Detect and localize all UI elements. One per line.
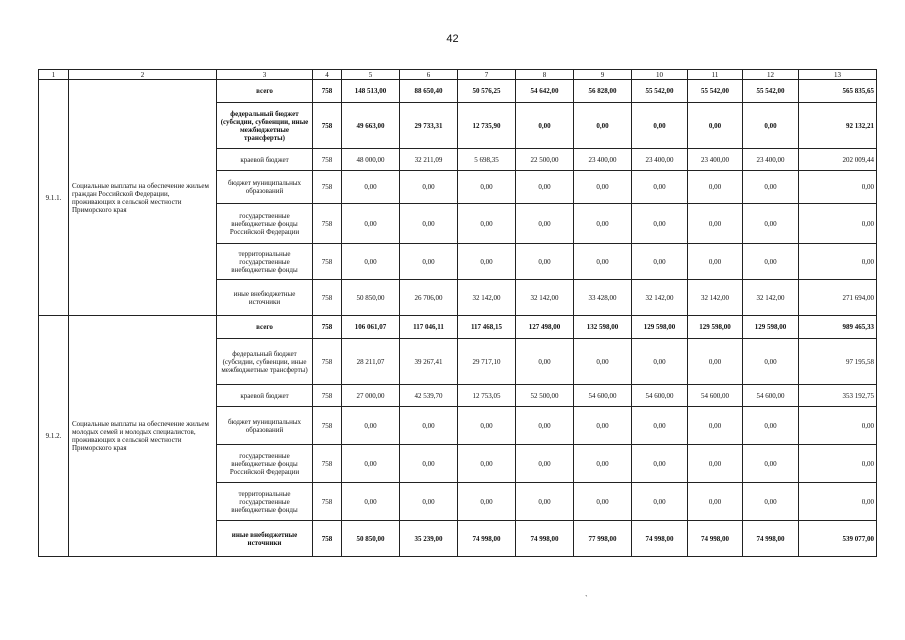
agency-code: 758 [313, 80, 342, 103]
year-value: 0,00 [632, 204, 688, 244]
year-value: 0,00 [688, 339, 743, 385]
total-value: 539 077,00 [799, 521, 877, 557]
year-value: 0,00 [458, 483, 516, 521]
column-number-header: 7 [458, 70, 516, 80]
year-value: 0,00 [400, 407, 458, 445]
total-value: 0,00 [799, 407, 877, 445]
year-value: 117 468,15 [458, 316, 516, 339]
year-value: 23 400,00 [632, 149, 688, 171]
year-value: 0,00 [400, 244, 458, 280]
total-value: 565 835,65 [799, 80, 877, 103]
column-number-header: 2 [69, 70, 217, 80]
funding-source: краевой бюджет [217, 149, 313, 171]
year-value: 32 142,00 [632, 280, 688, 316]
total-value: 202 009,44 [799, 149, 877, 171]
year-value: 12 735,90 [458, 103, 516, 149]
year-value: 0,00 [458, 407, 516, 445]
year-value: 55 542,00 [632, 80, 688, 103]
year-value: 0,00 [516, 171, 574, 204]
column-number-header: 8 [516, 70, 574, 80]
year-value: 48 000,00 [342, 149, 400, 171]
year-value: 54 600,00 [688, 385, 743, 407]
funding-source: бюджет муниципальных образований [217, 171, 313, 204]
year-value: 22 500,00 [516, 149, 574, 171]
year-value: 0,00 [574, 483, 632, 521]
year-value: 23 400,00 [743, 149, 799, 171]
year-value: 42 539,70 [400, 385, 458, 407]
agency-code: 758 [313, 445, 342, 483]
year-value: 0,00 [688, 407, 743, 445]
total-value: 97 195,58 [799, 339, 877, 385]
total-value: 0,00 [799, 244, 877, 280]
total-value: 0,00 [799, 483, 877, 521]
measure-code: 9.1.1. [39, 80, 69, 316]
funding-source: территориальные государственные внебюджетные фонды [217, 244, 313, 280]
table-body [39, 70, 877, 557]
funding-source: всего [217, 80, 313, 103]
year-value: 52 500,00 [516, 385, 574, 407]
year-value: 32 142,00 [688, 280, 743, 316]
agency-code: 758 [313, 244, 342, 280]
agency-code: 758 [313, 407, 342, 445]
agency-code: 758 [313, 483, 342, 521]
year-value: 74 998,00 [458, 521, 516, 557]
year-value: 0,00 [342, 204, 400, 244]
funding-source: иные внебюджетные источники [217, 280, 313, 316]
year-value: 0,00 [342, 171, 400, 204]
header-row [39, 70, 877, 80]
funding-source: территориальные государственные внебюджетные фонды [217, 483, 313, 521]
year-value: 55 542,00 [688, 80, 743, 103]
column-number-header: 6 [400, 70, 458, 80]
total-value: 271 694,00 [799, 280, 877, 316]
year-value: 0,00 [342, 407, 400, 445]
table-row [39, 80, 877, 103]
year-value: 56 828,00 [574, 80, 632, 103]
funding-source: государственные внебюджетные фонды Российской Федерации [217, 204, 313, 244]
funding-source: бюджет муниципальных образований [217, 407, 313, 445]
year-value: 0,00 [743, 339, 799, 385]
year-value: 0,00 [688, 204, 743, 244]
column-number-header: 13 [799, 70, 877, 80]
year-value: 0,00 [574, 204, 632, 244]
agency-code: 758 [313, 280, 342, 316]
measure-code: 9.1.2. [39, 316, 69, 557]
year-value: 0,00 [458, 204, 516, 244]
year-value: 12 753,05 [458, 385, 516, 407]
page-number: 42 [446, 33, 459, 45]
footer-mark: ` [585, 594, 588, 603]
year-value: 27 000,00 [342, 385, 400, 407]
measure-name: Социальные выплаты на обеспечение жильем граждан Российской Федерации, проживающих в сельской местности Приморского края [69, 80, 217, 316]
year-value: 74 998,00 [688, 521, 743, 557]
year-value: 32 142,00 [516, 280, 574, 316]
year-value: 0,00 [632, 407, 688, 445]
total-value: 0,00 [799, 171, 877, 204]
year-value: 0,00 [342, 483, 400, 521]
year-value: 148 513,00 [342, 80, 400, 103]
year-value: 0,00 [400, 483, 458, 521]
year-value: 33 428,00 [574, 280, 632, 316]
year-value: 0,00 [516, 407, 574, 445]
year-value: 0,00 [632, 171, 688, 204]
column-number-header: 11 [688, 70, 743, 80]
year-value: 32 142,00 [458, 280, 516, 316]
total-value: 92 132,21 [799, 103, 877, 149]
year-value: 0,00 [632, 339, 688, 385]
measure-name: Социальные выплаты на обеспечение жильем молодых семей и молодых специалистов, проживающих в сельской местности Приморского края [69, 316, 217, 557]
column-number-header: 4 [313, 70, 342, 80]
agency-code: 758 [313, 385, 342, 407]
column-number-header: 3 [217, 70, 313, 80]
year-value: 117 046,11 [400, 316, 458, 339]
year-value: 54 642,00 [516, 80, 574, 103]
year-value: 0,00 [516, 204, 574, 244]
year-value: 0,00 [400, 171, 458, 204]
year-value: 50 576,25 [458, 80, 516, 103]
year-value: 77 998,00 [574, 521, 632, 557]
year-value: 129 598,00 [632, 316, 688, 339]
year-value: 0,00 [400, 204, 458, 244]
total-value: 353 192,75 [799, 385, 877, 407]
year-value: 0,00 [574, 445, 632, 483]
column-number-header: 9 [574, 70, 632, 80]
year-value: 23 400,00 [574, 149, 632, 171]
year-value: 0,00 [632, 244, 688, 280]
agency-code: 758 [313, 103, 342, 149]
year-value: 5 698,35 [458, 149, 516, 171]
funding-source: краевой бюджет [217, 385, 313, 407]
year-value: 29 733,31 [400, 103, 458, 149]
year-value: 0,00 [632, 103, 688, 149]
column-number-header: 1 [39, 70, 69, 80]
year-value: 129 598,00 [743, 316, 799, 339]
year-value: 0,00 [743, 445, 799, 483]
column-number-header: 5 [342, 70, 400, 80]
year-value: 35 239,00 [400, 521, 458, 557]
year-value: 0,00 [574, 171, 632, 204]
year-value: 0,00 [574, 339, 632, 385]
year-value: 0,00 [743, 407, 799, 445]
year-value: 0,00 [516, 103, 574, 149]
year-value: 29 717,10 [458, 339, 516, 385]
year-value: 32 142,00 [743, 280, 799, 316]
column-number-header: 10 [632, 70, 688, 80]
table-row [39, 316, 877, 339]
total-value: 0,00 [799, 204, 877, 244]
year-value: 0,00 [743, 483, 799, 521]
year-value: 0,00 [516, 339, 574, 385]
year-value: 26 706,00 [400, 280, 458, 316]
agency-code: 758 [313, 204, 342, 244]
total-value: 989 465,33 [799, 316, 877, 339]
year-value: 54 600,00 [632, 385, 688, 407]
agency-code: 758 [313, 171, 342, 204]
year-value: 23 400,00 [688, 149, 743, 171]
year-value: 0,00 [342, 445, 400, 483]
year-value: 0,00 [632, 483, 688, 521]
year-value: 132 598,00 [574, 316, 632, 339]
year-value: 50 850,00 [342, 521, 400, 557]
year-value: 0,00 [688, 103, 743, 149]
year-value: 0,00 [458, 171, 516, 204]
year-value: 0,00 [458, 244, 516, 280]
funding-source: всего [217, 316, 313, 339]
year-value: 0,00 [632, 445, 688, 483]
year-value: 127 498,00 [516, 316, 574, 339]
year-value: 28 211,07 [342, 339, 400, 385]
year-value: 106 061,07 [342, 316, 400, 339]
year-value: 55 542,00 [743, 80, 799, 103]
year-value: 0,00 [743, 204, 799, 244]
funding-source: федеральный бюджет (субсидии, субвенции, иные межбюджетные трансферты) [217, 103, 313, 149]
year-value: 0,00 [516, 445, 574, 483]
year-value: 0,00 [400, 445, 458, 483]
funding-source: государственные внебюджетные фонды Российской Федерации [217, 445, 313, 483]
year-value: 0,00 [516, 244, 574, 280]
agency-code: 758 [313, 149, 342, 171]
year-value: 74 998,00 [743, 521, 799, 557]
year-value: 39 267,41 [400, 339, 458, 385]
year-value: 49 663,00 [342, 103, 400, 149]
budget-table [38, 69, 877, 557]
year-value: 74 998,00 [516, 521, 574, 557]
funding-source: федеральный бюджет (субсидии, субвенции, иные межбюджетные трансферты) [217, 339, 313, 385]
year-value: 0,00 [688, 171, 743, 204]
year-value: 0,00 [688, 445, 743, 483]
year-value: 0,00 [516, 483, 574, 521]
year-value: 0,00 [342, 244, 400, 280]
column-number-header: 12 [743, 70, 799, 80]
total-value: 0,00 [799, 445, 877, 483]
year-value: 0,00 [688, 483, 743, 521]
year-value: 0,00 [458, 445, 516, 483]
funding-source: иные внебюджетные источники [217, 521, 313, 557]
agency-code: 758 [313, 521, 342, 557]
year-value: 32 211,09 [400, 149, 458, 171]
agency-code: 758 [313, 316, 342, 339]
year-value: 0,00 [743, 171, 799, 204]
year-value: 0,00 [574, 103, 632, 149]
year-value: 129 598,00 [688, 316, 743, 339]
year-value: 54 600,00 [743, 385, 799, 407]
agency-code: 758 [313, 339, 342, 385]
year-value: 0,00 [574, 244, 632, 280]
year-value: 50 850,00 [342, 280, 400, 316]
year-value: 88 650,40 [400, 80, 458, 103]
year-value: 0,00 [743, 244, 799, 280]
year-value: 74 998,00 [632, 521, 688, 557]
year-value: 0,00 [743, 103, 799, 149]
year-value: 0,00 [574, 407, 632, 445]
year-value: 54 600,00 [574, 385, 632, 407]
year-value: 0,00 [688, 244, 743, 280]
